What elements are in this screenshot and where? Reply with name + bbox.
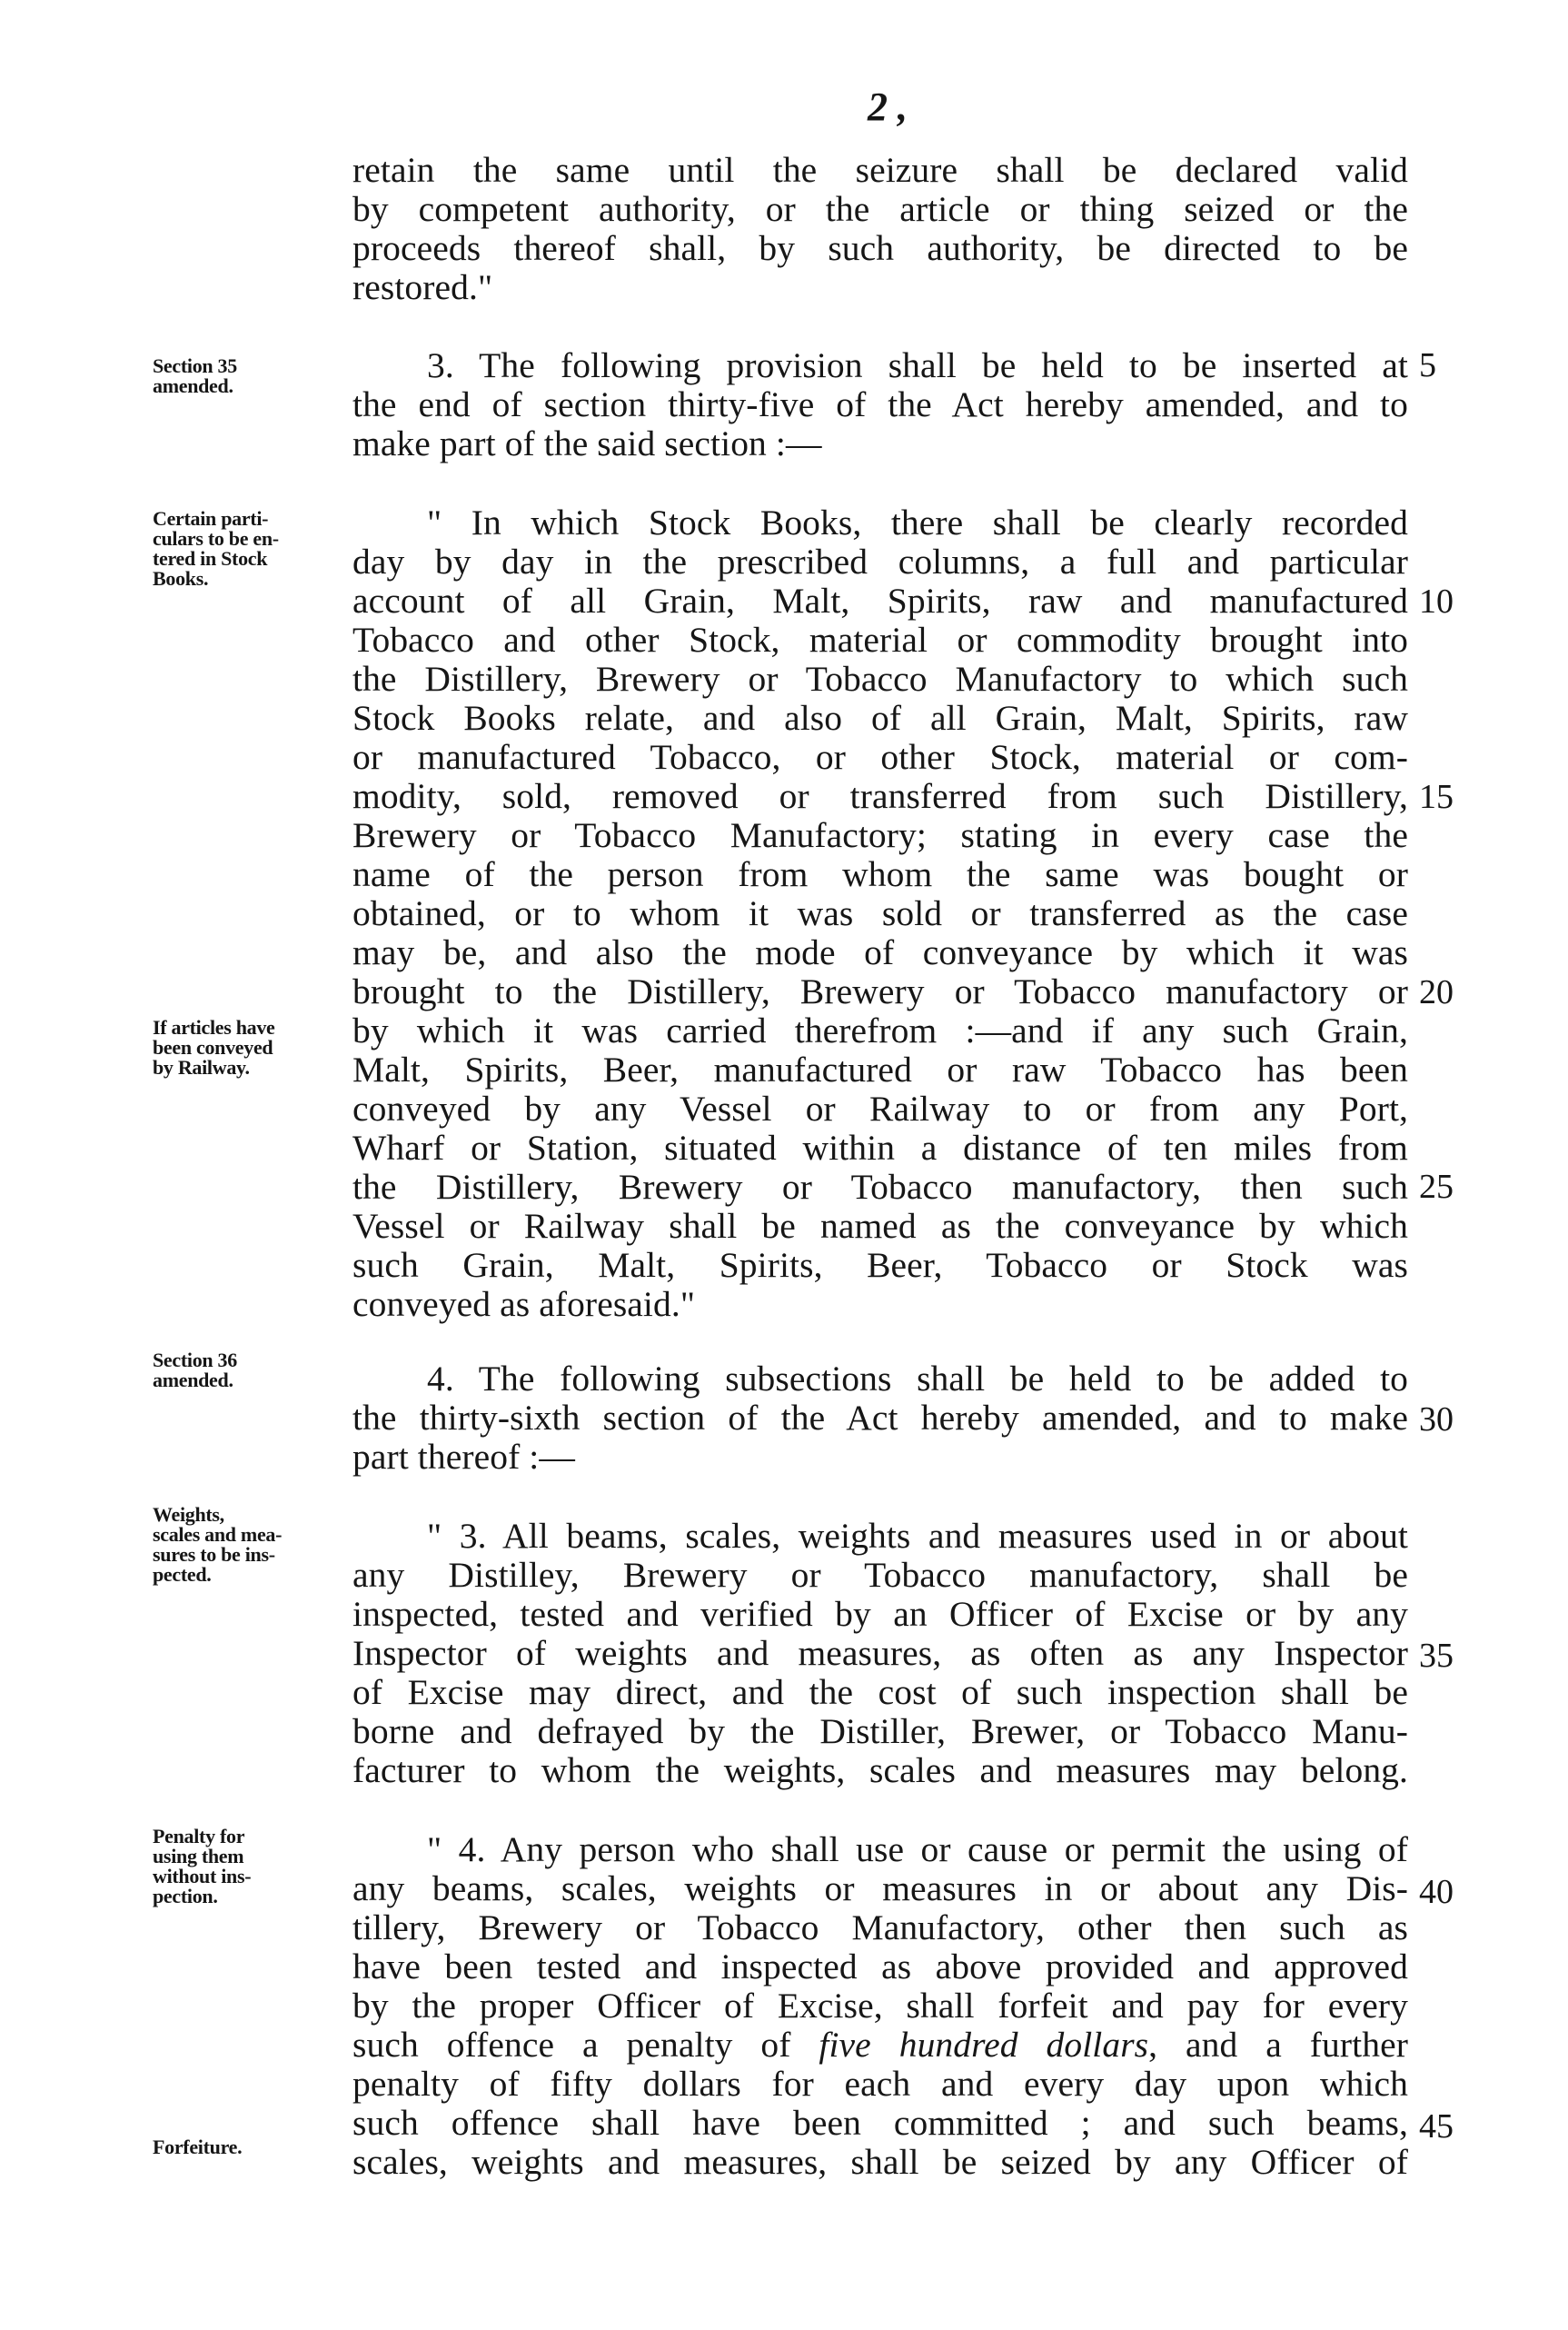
body-text-line: scales, weights and measures, shall be seized by any Officer of (352, 2142, 1408, 2182)
margin-note-line: by Railway. (153, 1056, 250, 1079)
body-text-line: modity, sold, removed or transferred from such Distillery, (352, 776, 1408, 816)
body-text-line: " In which Stock Books, there shall be clearly recorded (427, 503, 1408, 543)
margin-note-line: sures to be ins- (153, 1543, 275, 1566)
penalty-amount: five hundred dollars (819, 2025, 1149, 2065)
penalty-text-end: , and a further (1148, 2025, 1408, 2065)
margin-note-forfeiture (153, 2137, 352, 2157)
body-text-line: or manufactured Tobacco, or other Stock, material or com- (352, 737, 1408, 777)
line-number: 40 (1419, 1873, 1454, 1911)
body-text-line: the thirty-sixth section of the Act hereby amended, and to make (352, 1398, 1408, 1438)
body-text-line: inspected, tested and verified by an Officer of Excise or by any (352, 1594, 1408, 1634)
margin-note-line: without ins- (153, 1865, 252, 1887)
page-number: 2 , (868, 85, 908, 129)
body-text-line: part thereof :— (352, 1437, 575, 1477)
margin-note-line: pected. (153, 1563, 212, 1586)
margin-note-line: pection. (153, 1885, 218, 1907)
margin-note-section-35 (153, 356, 352, 396)
body-text-line: restored." (352, 267, 493, 307)
margin-note-line: Section 35 (153, 354, 237, 377)
body-text-line (352, 2025, 1408, 2065)
body-text-line: obtained, or to whom it was sold or transferred as the case (352, 893, 1408, 933)
margin-note-line: tered in Stock (153, 547, 268, 570)
line-number: 20 (1419, 973, 1454, 1011)
body-text-line: proceeds thereof shall, by such authority, be directed to be (352, 228, 1408, 268)
body-text-line: such offence shall have been committed ; and such beams, (352, 2103, 1408, 2143)
line-number: 15 (1419, 778, 1454, 816)
body-text-line: the end of section thirty-five of the Act hereby amended, and to (352, 384, 1408, 424)
penalty-text-start: such offence a penalty of (352, 2025, 791, 2065)
body-text-line: by competent authority, or the article or thing seized or the (352, 189, 1408, 229)
margin-note-line: If articles have (153, 1016, 275, 1039)
body-text-line: the Distillery, Brewery or Tobacco manufactory, then such (352, 1167, 1408, 1207)
margin-note-stock-books (153, 509, 352, 589)
margin-note-railway (153, 1018, 352, 1078)
body-text-line: of Excise may direct, and the cost of such inspection shall be (352, 1672, 1408, 1712)
margin-note-line: Section 36 (153, 1349, 237, 1371)
body-text-line: conveyed as aforesaid." (352, 1284, 696, 1324)
body-text-line: conveyed by any Vessel or Railway to or from any Port, (352, 1089, 1408, 1129)
body-text-line: borne and defrayed by the Distiller, Brewer, or Tobacco Manu- (352, 1711, 1408, 1751)
line-number: 45 (1419, 2107, 1454, 2146)
margin-note-line: Forfeiture. (153, 2136, 243, 2158)
margin-note-line: culars to be en- (153, 527, 279, 550)
body-text-line: day by day in the prescribed columns, a full and particular (352, 542, 1408, 582)
margin-note-line: Weights, (153, 1503, 224, 1526)
body-text-line: name of the person from whom the same was bought or (352, 854, 1408, 894)
body-text-line: make part of the said section :— (352, 423, 822, 463)
body-text-line: such Grain, Malt, Spirits, Beer, Tobacco or Stock was (352, 1245, 1408, 1285)
section-3-heading-line: 3. The following provision shall be held to be inserted at (427, 345, 1408, 385)
subsection-3-line: " 3. All beams, scales, weights and measures used in or about (427, 1516, 1408, 1556)
body-text-line: Inspector of weights and measures, as often as any Inspector (352, 1633, 1408, 1673)
body-text-line: may be, and also the mode of conveyance by which it was (352, 932, 1408, 972)
margin-note-weights (153, 1505, 352, 1585)
line-number: 30 (1419, 1400, 1454, 1439)
subsection-4-line: " 4. Any person who shall use or cause or permit the using of (427, 1829, 1408, 1869)
body-text-line: Vessel or Railway shall be named as the conveyance by which (352, 1206, 1408, 1246)
margin-note-line: amended. (153, 374, 233, 397)
body-text-line: any beams, scales, weights or measures in or about any Dis- (352, 1868, 1408, 1908)
line-number: 25 (1419, 1168, 1454, 1206)
body-text-line: penalty of fifty dollars for each and every day upon which (352, 2064, 1408, 2104)
margin-note-line: Certain parti- (153, 507, 269, 530)
body-text-line: the Distillery, Brewery or Tobacco Manufactory to which such (352, 659, 1408, 699)
line-number: 10 (1419, 582, 1454, 621)
body-text-line: facturer to whom the weights, scales and measures may belong. (352, 1750, 1408, 1790)
body-text-line: any Distilley, Brewery or Tobacco manufactory, shall be (352, 1555, 1408, 1595)
margin-note-line: using them (153, 1845, 244, 1867)
margin-note-line: been conveyed (153, 1036, 273, 1059)
body-text-line: account of all Grain, Malt, Spirits, raw and manufactured (352, 581, 1408, 621)
body-text-line: by which it was carried therefrom :—and if any such Grain, (352, 1011, 1408, 1050)
body-text-line: Brewery or Tobacco Manufactory; stating in every case the (352, 815, 1408, 855)
line-number: 35 (1419, 1637, 1454, 1675)
margin-note-line: scales and mea- (153, 1523, 283, 1546)
margin-note-line: Penalty for (153, 1825, 245, 1847)
body-text-line: by the proper Officer of Excise, shall forfeit and pay for every (352, 1986, 1408, 2026)
body-text-line: tillery, Brewery or Tobacco Manufactory, other then such as (352, 1907, 1408, 1947)
section-4-heading-line: 4. The following subsections shall be held to be added to (427, 1359, 1408, 1399)
body-text-line: have been tested and inspected as above provided and approved (352, 1947, 1408, 1986)
body-text-line: retain the same until the seizure shall be declared valid (352, 150, 1408, 190)
line-number: 5 (1419, 346, 1436, 384)
body-text-line: Stock Books relate, and also of all Grain, Malt, Spirits, raw (352, 698, 1408, 738)
margin-note-line: Books. (153, 567, 209, 590)
margin-note-line: amended. (153, 1369, 233, 1391)
body-text-line: Wharf or Station, situated within a distance of ten miles from (352, 1128, 1408, 1168)
body-text-line: brought to the Distillery, Brewery or Tobacco manufactory or (352, 971, 1408, 1011)
margin-note-section-36 (153, 1350, 352, 1390)
body-text-line: Tobacco and other Stock, material or commodity brought into (352, 620, 1408, 660)
margin-note-penalty (153, 1827, 352, 1907)
body-text-line: Malt, Spirits, Beer, manufactured or raw Tobacco has been (352, 1050, 1408, 1090)
